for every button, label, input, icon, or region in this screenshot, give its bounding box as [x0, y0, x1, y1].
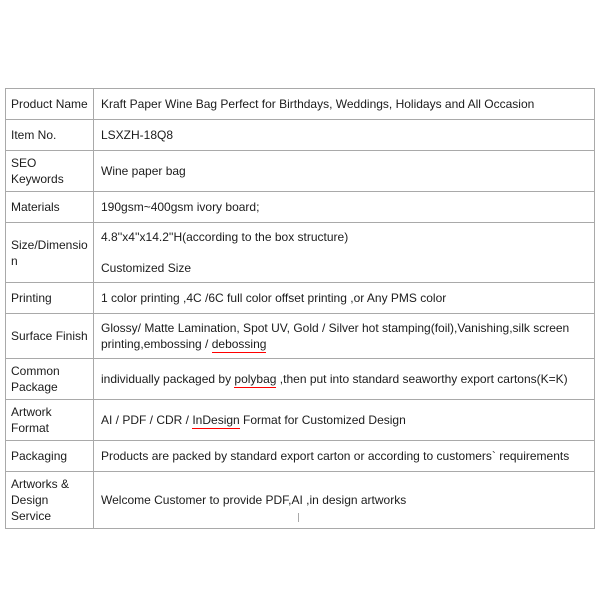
row-value [94, 223, 595, 283]
table-row [6, 441, 595, 472]
row-value [94, 400, 595, 441]
row-value [94, 151, 595, 192]
row-label: Packaging [6, 441, 94, 472]
value-text: 1 color printing ,4C /6C full color offset printing ,or Any PMS color [101, 291, 447, 305]
row-value [94, 359, 595, 400]
table-row [6, 223, 595, 283]
row-label: Size/Dimension [6, 223, 94, 283]
value-line [101, 260, 588, 276]
table-row [6, 400, 595, 441]
spellcheck-underlined-text: InDesign [192, 413, 240, 427]
value-text: Welcome Customer to provide PDF,AI ,in design artworks [101, 493, 407, 507]
value-text: AI / PDF / CDR / [101, 413, 193, 427]
value-text: ,then put into standard seaworthy export cartons(K=K) [276, 372, 568, 386]
row-label: Common Package [6, 359, 94, 400]
value-text: Glossy/ Matte Lamination, Spot UV, Gold / Silver hot stamping(foil),Vanishing,silk screen printing,embossing / [101, 321, 570, 351]
row-label: Artwork Format [6, 400, 94, 441]
product-spec-table-body [6, 89, 595, 529]
value-line [101, 448, 588, 464]
value-text: Wine paper bag [101, 164, 186, 178]
row-label: Item No. [6, 120, 94, 151]
value-text: Products are packed by standard export carton or according to customers` requirements [101, 449, 570, 463]
value-text: Kraft Paper Wine Bag Perfect for Birthdays, Weddings, Holidays and All Occasion [101, 97, 535, 111]
row-value [94, 441, 595, 472]
row-value [94, 89, 595, 120]
spellcheck-underlined-text: debossing [211, 337, 267, 351]
row-value [94, 192, 595, 223]
spellcheck-underlined-text: polybag [234, 372, 277, 386]
value-line [101, 412, 588, 428]
table-row [6, 314, 595, 359]
table-row [6, 283, 595, 314]
value-text: individually packaged by [101, 372, 235, 386]
value-line [101, 229, 588, 245]
value-line [101, 492, 588, 508]
table-row [6, 89, 595, 120]
row-value [94, 314, 595, 359]
table-row [6, 192, 595, 223]
row-label: Printing [6, 283, 94, 314]
value-line [101, 163, 588, 179]
value-line [101, 371, 588, 387]
row-label: Artworks & Design Service [6, 472, 94, 529]
table-row [6, 120, 595, 151]
value-line [101, 320, 588, 352]
table-fragment-line [298, 513, 299, 522]
value-text: 4.8''x4''x14.2''H(according to the box structure) [101, 230, 349, 244]
row-value [94, 472, 595, 529]
value-text: 190gsm~400gsm ivory board; [101, 200, 260, 214]
table-row [6, 151, 595, 192]
row-label: Product Name [6, 89, 94, 120]
row-value [94, 120, 595, 151]
value-text: Format for Customized Design [239, 413, 406, 427]
value-line [101, 127, 588, 143]
row-label: Materials [6, 192, 94, 223]
row-label: SEO Keywords [6, 151, 94, 192]
product-spec-table [5, 88, 595, 529]
value-text: LSXZH-18Q8 [101, 128, 174, 142]
table-row [6, 359, 595, 400]
value-text: Customized Size [101, 261, 192, 275]
value-line [101, 96, 588, 112]
value-line [101, 290, 588, 306]
row-label: Surface Finish [6, 314, 94, 359]
table-row [6, 472, 595, 529]
value-line [101, 199, 588, 215]
row-value [94, 283, 595, 314]
